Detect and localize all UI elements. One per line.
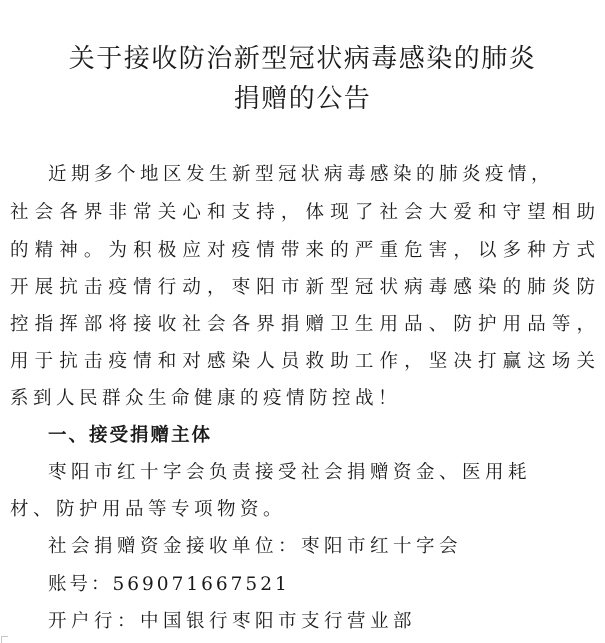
intro-line-4: 开展抗击疫情行动，枣阳市新型冠状病毒感染的肺炎防	[10, 277, 595, 298]
section1-line-2: 材、防护用品等专项物资。	[10, 499, 287, 520]
intro-line-3: 的精神。为积极应对疫情带来的严重危害，以多种方式	[10, 240, 595, 261]
intro-line-1: 近期多个地区发生新型冠状病毒感染的肺炎疫情，	[48, 164, 555, 185]
section1-line-1: 枣阳市红十字会负责接受社会捐赠资金、医用耗	[48, 462, 532, 483]
document-title-line-1: 关于接收防治新型冠状病毒感染的肺炎	[68, 44, 537, 74]
intro-line-2: 社会各界非常关心和支持，体现了社会大爱和守望相助	[10, 202, 595, 223]
page-corner-mark	[1, 636, 8, 643]
bank-line: 开户行：中国银行枣阳市支行营业部	[48, 611, 417, 632]
section-heading-donation-body: 一、接受捐赠主体	[48, 425, 213, 446]
intro-line-5: 控指挥部将接收社会各界捐赠卫生用品、防护用品等，	[10, 314, 595, 335]
recipient-unit-line: 社会捐赠资金接收单位：枣阳市红十字会	[48, 536, 463, 557]
intro-line-7: 系到人民群众生命健康的疫情防控战！	[10, 388, 402, 409]
document-title-line-2: 捐赠的公告	[233, 84, 372, 114]
intro-line-6: 用于抗击疫情和对感染人员救助工作，坚决打赢这场关	[10, 351, 595, 372]
account-number-line: 账号：569071667521	[48, 574, 290, 595]
